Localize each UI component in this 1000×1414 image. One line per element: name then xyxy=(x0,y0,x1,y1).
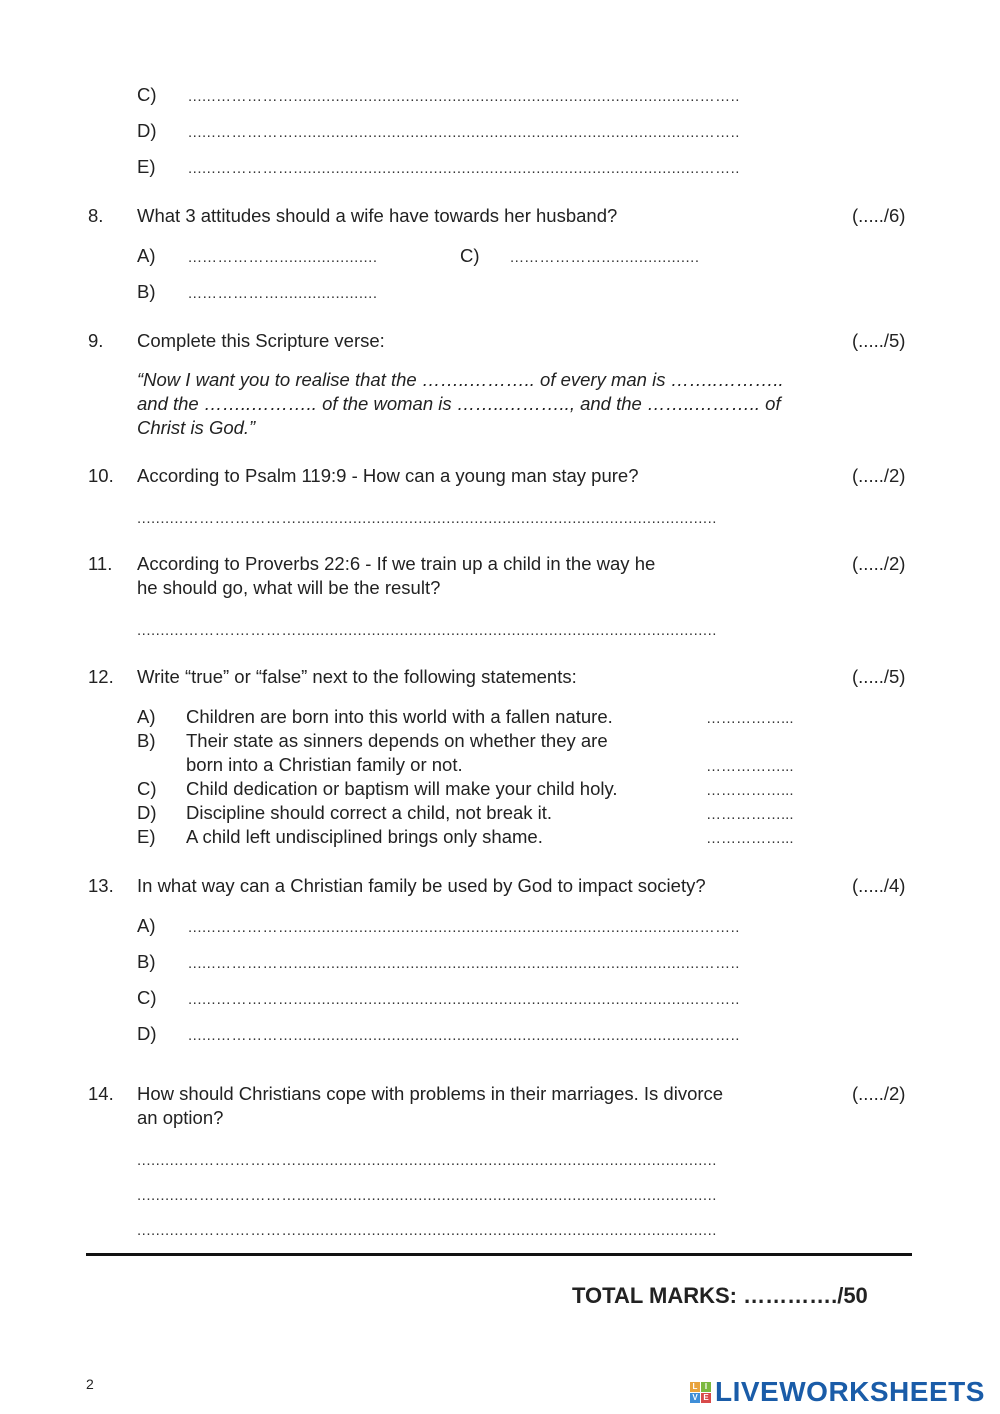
q12-statement-b-cont: born into a Christian family or not. xyxy=(186,754,463,775)
q14-answer-line-3[interactable]: ..........……….………….......................................................................................... xyxy=(137,1222,717,1239)
q9-verse-line-2[interactable]: and the ……..……….. of the woman is ……..……….., and the ……..……….. of xyxy=(137,393,781,414)
q12-statement-b: Their state as sinners depends on whether they are xyxy=(186,730,608,751)
q7-answer-line-c[interactable]: ......…………….......................................................................................…….. xyxy=(188,88,740,105)
q14-answer-line-1[interactable]: ..........……….………….......................................................................................... xyxy=(137,1152,717,1169)
q10-number: 10. xyxy=(88,465,114,486)
q8-label-b: B) xyxy=(137,281,156,302)
divider-rule xyxy=(86,1253,912,1256)
q8-number: 8. xyxy=(88,205,104,226)
q12-label-b: B) xyxy=(137,730,156,751)
q8-answer-c[interactable]: ...……………..................... xyxy=(510,249,700,266)
q10-answer-line[interactable]: ..........……….………….......................................................................................... xyxy=(137,510,717,527)
q12-label-e: E) xyxy=(137,826,156,847)
q12-statement-d: Discipline should correct a child, not break it. xyxy=(186,802,553,823)
q13-answer-a[interactable]: ......…………….......................................................................................…….. xyxy=(188,919,740,936)
q13-label-c: C) xyxy=(137,987,157,1008)
q9-question: Complete this Scripture verse: xyxy=(137,330,385,351)
q13-label-d: D) xyxy=(137,1023,157,1044)
logo-letter-v: V xyxy=(690,1393,700,1403)
q8-label-c: C) xyxy=(460,245,480,266)
q7-label-e: E) xyxy=(137,156,156,177)
logo-letter-e: E xyxy=(701,1393,711,1403)
total-marks[interactable]: TOTAL MARKS: …………./50 xyxy=(572,1283,868,1308)
q13-label-b: B) xyxy=(137,951,156,972)
q12-label-c: C) xyxy=(137,778,157,799)
brand-name: LIVEWORKSHEETS xyxy=(715,1376,985,1407)
q14-number: 14. xyxy=(88,1083,114,1104)
q12-label-d: D) xyxy=(137,802,157,823)
page-number: 2 xyxy=(86,1376,94,1392)
q12-number: 12. xyxy=(88,666,114,687)
q14-question-line-1: How should Christians cope with problems in their marriages. Is divorce xyxy=(137,1083,724,1104)
q14-answer-line-2[interactable]: ..........……….………….......................................................................................... xyxy=(137,1187,717,1204)
q13-number: 13. xyxy=(88,875,114,896)
q11-number: 11. xyxy=(88,553,113,574)
q12-statement-c: Child dedication or baptism will make your child holy. xyxy=(186,778,618,799)
q9-verse-line-3: Christ is God.” xyxy=(137,417,256,438)
q14-question-line-2: an option? xyxy=(137,1107,224,1128)
q11-question-line-2: he should go, what will be the result? xyxy=(137,577,441,598)
q10-question: According to Psalm 119:9 - How can a young man stay pure? xyxy=(137,465,639,486)
q7-label-c: C) xyxy=(137,84,157,105)
q13-answer-c[interactable]: ......…………….......................................................................................…….. xyxy=(188,991,740,1008)
q12-label-a: A) xyxy=(137,706,156,727)
q13-marks: (...../4) xyxy=(852,875,906,896)
liveworksheets-logo-icon xyxy=(690,1382,711,1403)
q12-question: Write “true” or “false” next to the following statements: xyxy=(137,666,577,687)
q12-answer-c[interactable]: ……………... xyxy=(706,782,794,799)
q8-question: What 3 attitudes should a wife have towards her husband? xyxy=(137,205,618,226)
q9-verse-line-1[interactable]: “Now I want you to realise that the ……..……….. of every man is ……..……….. xyxy=(137,369,784,390)
q11-marks: (...../2) xyxy=(852,553,906,574)
q12-answer-b[interactable]: ……………... xyxy=(706,758,794,775)
q13-question: In what way can a Christian family be used by God to impact society? xyxy=(137,875,706,896)
q12-statement-a: Children are born into this world with a fallen nature. xyxy=(186,706,613,727)
liveworksheets-brand xyxy=(690,1376,985,1408)
logo-letter-l: L xyxy=(690,1382,700,1392)
q7-answer-line-d[interactable]: ......…………….......................................................................................…….. xyxy=(188,124,740,141)
q12-answer-a[interactable]: ……………... xyxy=(706,710,794,727)
q14-marks: (...../2) xyxy=(852,1083,906,1104)
q13-answer-b[interactable]: ......…………….......................................................................................…….. xyxy=(188,955,740,972)
q8-marks: (...../6) xyxy=(852,205,906,226)
q13-answer-d[interactable]: ......…………….......................................................................................…….. xyxy=(188,1027,740,1044)
q8-label-a: A) xyxy=(137,245,156,266)
q12-answer-d[interactable]: ……………... xyxy=(706,806,794,823)
q12-answer-e[interactable]: ……………... xyxy=(706,830,794,847)
q8-answer-a[interactable]: ...……………..................... xyxy=(188,249,378,266)
q12-marks: (...../5) xyxy=(852,666,906,687)
q7-label-d: D) xyxy=(137,120,157,141)
q9-number: 9. xyxy=(88,330,104,351)
q7-answer-line-e[interactable]: ......…………….......................................................................................…….. xyxy=(188,160,740,177)
q11-answer-line[interactable]: ..........……….………….......................................................................................... xyxy=(137,622,717,639)
q11-question-line-1: According to Proverbs 22:6 - If we train up a child in the way he xyxy=(137,553,656,574)
q10-marks: (...../2) xyxy=(852,465,906,486)
q12-statement-e: A child left undisciplined brings only shame. xyxy=(186,826,543,847)
q13-label-a: A) xyxy=(137,915,156,936)
q9-marks: (...../5) xyxy=(852,330,906,351)
q8-answer-b[interactable]: ...……………..................... xyxy=(188,285,378,302)
logo-letter-i: I xyxy=(701,1382,711,1392)
